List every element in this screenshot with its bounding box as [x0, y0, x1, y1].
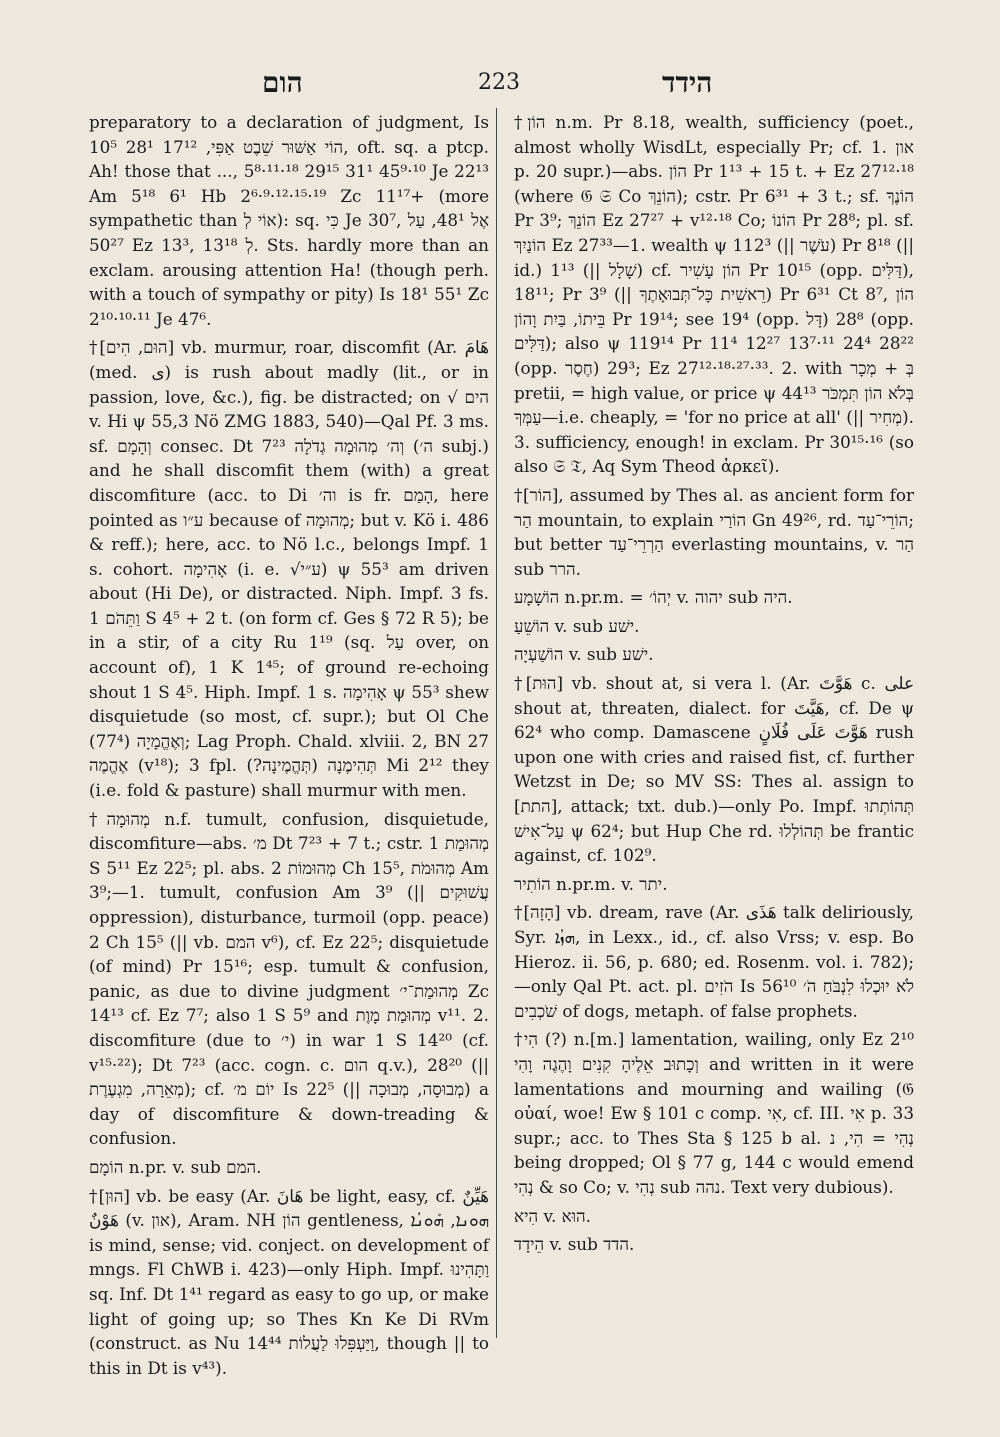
- entry-hoshama: הוֹשָׁמָע n.pr.m. = יְהוֹ׳ v. יהוה sub היה.: [514, 587, 793, 608]
- entry-hi-pronoun: הִיא v. הוּא.: [514, 1205, 591, 1226]
- page-number: 223: [478, 70, 520, 95]
- entry-hon-noun: †הוֹן n.m. Pr 8.18, wealth, sufficiency (poet., almost wholly WisdLt, especially Pr; cf. 1. און p. 20 supr.)—abs. הוֹן Pr 1¹³ + 15 t. + Ez 27¹²·¹⁸ (where 𝔊 𝔖 Co הוֹנֵךְ); cstr. Pr 6³¹ + 3 t.; sf. הוֹנֶךָ Pr 3⁹; הוֹנֵךְ Ez 27²⁷ + v¹²·¹⁸ Co; הוֹנוֹ Pr 28⁸; pl. sf. הוֹנַיִךְ Ez 27³³—1. wealth ψ 112³ (|| עֹשֶׁר) Pr 8¹⁸ (|| id.) 1¹³ (|| שָׁלָל) cf. הוֹן עָשִׁיר Pr 10¹⁵ (opp. דַּלִּים), 18¹¹; Pr 3⁹ (|| רֵאשִׁית כָּל־תְּבוּאָתֶךָ) Pr 6³¹ Ct 8⁷, הוֹן בֵּיתוֹ, בַּיִת וָהוֹן Pr 19¹⁴; see 19⁴ (opp. דָּל) 28⁸ (opp. דַּלִּים); also ψ 119¹⁴ Pr 11⁴ 12²⁷ 13⁷·¹¹ 24⁴ 28²² (opp. חֶסֶר) 29³; Ez 27¹²·¹⁸·²⁷·³³. 2. with בְּ + מְכָר pretii, = high value, or price ψ 44¹³ בְּלֹא הוֹן תִּמְכֹּר עַמְּךָ—i.e. cheaply, = 'for no price at all' (|| מְחִיר). 3. sufficiency, enough! in exclam. Pr 30¹⁵·¹⁶ (so also 𝔖 𝔗, Aq Sym Theod ἀρκεῖ).: [514, 112, 914, 477]
- entry-hi-noun: †הִי (?) n.[m.] lamentation, wailing, only Ez 2¹⁰ וְכָתוּב אֵלֶיהָ קִנִים וָהֶגֶה וָהִי and written in it were lamentations and mourning and wailing (𝔊 οὐαί, woe! Ew § 101 c comp. אִי, cf. III. אִי p. 33 supr.; acc. to Thes Sta § 125 b al. נְהִי = הִי, נ being dropped; Ol § 77 g, 144 c would emend נְהִי & so Co; v. נְהִי sub נהה. Text very dubious).: [514, 1029, 914, 1197]
- column-divider: [496, 108, 497, 1338]
- entry-homam: הוֹמָם n.pr. v. sub המם.: [89, 1156, 262, 1177]
- left-running-headword: הום: [262, 66, 303, 99]
- entry-hoshaiah: הוֹשַׁעְיָה v. sub ישׁע.: [514, 644, 654, 665]
- right-running-headword: הידד: [662, 66, 713, 99]
- entry-hedad: הֵידָד v. sub הדד.: [514, 1234, 635, 1255]
- entry-hoy-continued: preparatory to a declaration of judgment, Is 10⁵ הוֹי אַשּׁוּר שֵׁבֶט אַפִּי, 17¹² 28¹, oft. sq. a ptcp. Ah! those that ..., 5⁸·¹¹·¹⁸ 29¹⁵ 31¹ 45⁹·¹⁰ Je 22¹³ Am 5¹⁸ 6¹ Hb 2⁶·⁹·¹²·¹⁵·¹⁹ Zc 11¹⁷+ (more sympathetic than אוֹי לְ): sq. כִּי Je 30⁷, אֶל 48¹, עַל 50²⁷ Ez 13³, לְ 13¹⁸. Sts. hardly more than an exclam. arousing attention Ha! (though perh. with a touch of sympathy or pity) Is 18¹ 55¹ Zc 2¹⁰·¹⁰·¹¹ Je 47⁶.: [89, 112, 490, 329]
- running-header: [0, 62, 1000, 102]
- entry-hotir: הוֹתִיר n.pr.m. v. יתר.: [514, 873, 668, 894]
- left-column: [89, 110, 489, 1384]
- entry-hor: †[הוֹר], assumed by Thes al. as ancient form for הַר mountain, to explain הוֹרַי Gn 49²⁶, rd. הוֹרֵי־עַד; but better הַרְרֵי־עַד everlasting mountains, v. הַר sub הרר.: [514, 484, 915, 579]
- entry-hazah-verb: †[הָזָה] vb. dream, rave (Ar. هَذَى talk deliriously, Syr. ܗܙܳܐ, in Lexx., id., cf. also Vrss; v. esp. Bo Hieroz. ii. 56, p. 680; ed. Rosenm. vol. i. 782); —only Qal Pt. act. pl. הֹזִים Is 56¹⁰ לֹא יוּכְלוּ לִנְבֹּחַ הֹ׳ שֹׁכְבִים of dogs, metaph. of false prophets.: [514, 902, 915, 1021]
- entry-hum-verb: †[הוּם, הִים] vb. murmur, roar, discomfit (Ar. هَامَ (med. ى) is rush about madly (lit., or in passion, love, &c.), fig. be distracted; on √ הים v. Hi ψ 55,3 Nö ZMG 1883, 540)—Qal Pf. 3 ms. sf. וְהָמָם consec. Dt 7²³ וְה׳ מְהוּמָה גְדֹלָה (ה׳ subj.) and he shall discomfit them (with) a great discomfiture (acc. to Di וה׳ is fr. הָמַם, here pointed as ע״ו because of מְהוּמָה; but v. Kö i. 486 & reff.); here, acc. to Nö l.c., belongs Impf. 1 s. cohort. אָהִימָה (i. e. √ע״י) ψ 55³ am driven about (Hi De), or distracted. Niph. Impf. 3 fs. וַתֵּהֹם 1 S 4⁵ + 2 t. (on form cf. Ges § 72 R 5); be in a stir, of a city Ru 1¹⁹ (sq. עַל over, on account of), 1 K 1⁴⁵; of ground re-echoing shout 1 S 4⁵. Hiph. Impf. 1 s. אָהִימָה ψ 55³ shew disquietude (so most, cf. supr.); but Ol Che וְאֶהֱמָיָה (77⁴); Lag Proph. Chald. xlviii. 2, BN 27 אֶהֱמֶה (v¹⁸); 3 fpl. תְּהִימֶנָה (תְּהֱמֶינָה?) Mi 2¹² they (i.e. fold & pasture) shall murmur with men.: [89, 337, 490, 801]
- entry-hun-verb: †[הוּן] vb. be easy (Ar. هَانَ be light, easy, cf. هَيِّنٌ هَوْنٌ (v. און), Aram. NH הוֹן gentleness, ܗܘܢܐ, ܗܰܘܢܳܐ is mind, sense; vid. conject. on development of mngs. Fl ChWB i. 423)—only Hiph. Impf. וַתָּהִינוּ sq. Inf. Dt 1⁴¹ regard as easy to go up, or make light of going up; so Thes Kn Ke Di RVm (construct. as Nu 14⁴⁴ וַיַּעְפִּלוּ לַעֲלוֹת, though || to this in Dt is v⁴³).: [89, 1185, 490, 1378]
- right-column: [514, 110, 914, 1261]
- entry-hoshea: הוֹשֵׁעַ v. sub ישׁע.: [514, 615, 640, 636]
- entry-hut-verb: †[הוּת] vb. shout at, si vera l. (Ar. هَوَّتَ c. على shout at, threaten, dialect. for هَيَّتَ, cf. De ψ 62⁴ who comp. Damascene هَوَّتَ عَلَى فُلَانٍ rush upon one with cries and raised fist, cf. further Wetzst in De; so MV SS: Thes al. assign to [התת], attack; txt. dub.)—only Po. Impf. תְּהוֹתְתוּ עַל־אִישׁ ψ 62⁴; but Hup Che rd. תְּהוֹלְלוּ be frantic against, cf. 102⁹.: [514, 673, 914, 866]
- entry-mehumah: †מְהוּמָה n.f. tumult, confusion, disquietude, discomfiture—abs. מ׳ Dt 7²³ + 7 t.; cstr. מְהוּמַת 1 S 5¹¹ Ez 22⁵; pl. abs. מְהוּמוֹת 2 Ch 15⁵, מְהוּמֹת Am 3⁹;—1. tumult, confusion Am 3⁹ (|| עֲשׁוּקִים oppression), disturbance, turmoil (opp. peace) 2 Ch 15⁵ (|| vb. המם v⁶), cf. Ez 22⁵; disquietude (of mind) Pr 15¹⁶; esp. tumult & confusion, panic, as due to divine judgment מְהוּמַת־י׳ Zc 14¹³ cf. Ez 7⁷; also 1 S 5⁹ and מְהוּמַת מָוֶת v¹¹. 2. discomfiture (due to י׳) in war 1 S 14²⁰ (cf. v¹⁵·²²); Dt 7²³ (acc. cogn. c. הום q.v.), 28²⁰ (|| מְאֵרָה, מִגְעֶרֶת); cf. יוֹם מ׳ Is 22⁵ (|| מְבוּסָה, מְבוּכָה) a day of discomfiture & down-treading & confusion.: [89, 808, 490, 1149]
